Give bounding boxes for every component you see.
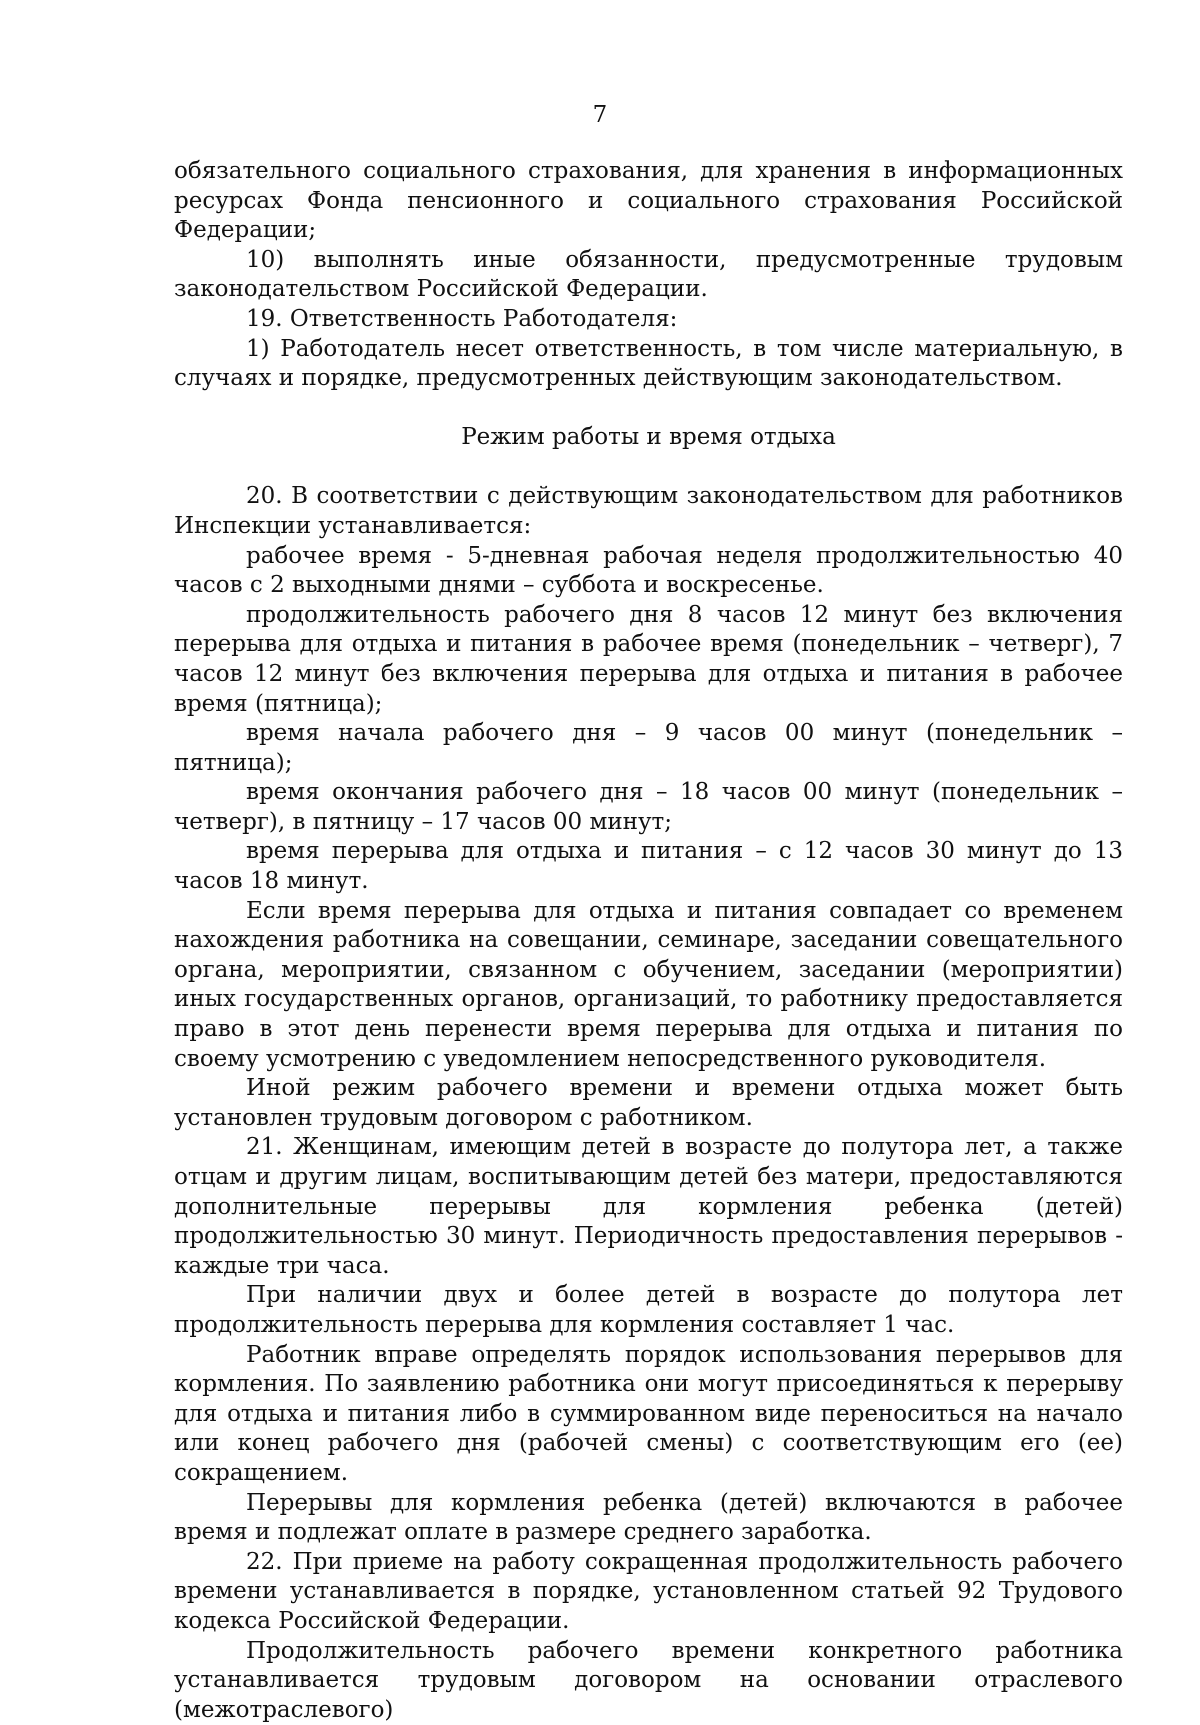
paragraph-working-time: рабочее время - 5-дневная рабочая неделя продолжительностью 40 часов с 2 выходными днями – суббота и воскресенье. — [174, 542, 1123, 601]
paragraph-working-time-duration: Продолжительность рабочего времени конкретного работника устанавливается трудовым договором на основании отраслевого (межотраслевого) — [174, 1637, 1123, 1725]
paragraph-break-transfer: Если время перерыва для отдыха и питания совпадает со временем нахождения работника на совещании, семинаре, заседании совещательного органа, мероприятии, связанном с обучением, заседании (мероприятии) иных государственных органов, организаций, то работнику предоставляется право в этот день перенести время перерыва для отдыха и питания по своему усмотрению с уведомлением непосредственного руководителя. — [174, 897, 1123, 1075]
paragraph-item-10: 10) выполнять иные обязанности, предусмотренные трудовым законодательством Российской Федерации. — [174, 246, 1123, 305]
paragraph-alternative-schedule: Иной режим рабочего времени и времени отдыха может быть установлен трудовым договором с работником. — [174, 1074, 1123, 1133]
section-heading: Режим работы и время отдыха — [174, 394, 1123, 483]
paragraph-feeding-break-payment: Перерывы для кормления ребенка (детей) включаются в рабочее время и подлежат оплате в размере среднего заработка. — [174, 1489, 1123, 1548]
page-number: 7 — [0, 102, 1200, 128]
paragraph-workday-length: продолжительность рабочего дня 8 часов 12 минут без включения перерыва для отдыха и питания в рабочее время (понедельник – четверг), 7 часов 12 минут без включения перерыва для отдыха и питания в рабочее время (пятница); — [174, 601, 1123, 719]
paragraph-lunch-break: время перерыва для отдыха и питания – с 12 часов 30 минут до 13 часов 18 минут. — [174, 837, 1123, 896]
paragraph-section-22: 22. При приеме на работу сокращенная продолжительность рабочего времени устанавливается в порядке, установленном статьей 92 Трудового кодекса Российской Федерации. — [174, 1548, 1123, 1637]
paragraph-section-19: 19. Ответственность Работодателя: — [174, 305, 1123, 335]
paragraph-feeding-break-order: Работник вправе определять порядок использования перерывов для кормления. По заявлению работника они могут присоединяться к перерыву для отдыха и питания либо в суммированном виде переноситься на начало или конец рабочего дня (рабочей смены) с соответствующим его (ее) сокращением. — [174, 1341, 1123, 1489]
paragraph-feeding-break-two-children: При наличии двух и более детей в возрасте до полутора лет продолжительность перерыва для кормления составляет 1 час. — [174, 1281, 1123, 1340]
paragraph-item-1: 1) Работодатель несет ответственность, в том числе материальную, в случаях и порядке, предусмотренных действующим законодательством. — [174, 335, 1123, 394]
paragraph-workday-end: время окончания рабочего дня – 18 часов 00 минут (понедельник – четверг), в пятницу – 17 часов 00 минут; — [174, 778, 1123, 837]
document-body — [174, 157, 1123, 1725]
paragraph-continuation: обязательного социального страхования, для хранения в информационных ресурсах Фонда пенсионного и социального страхования Российской Федерации; — [174, 157, 1123, 246]
paragraph-section-20: 20. В соответствии с действующим законодательством для работников Инспекции устанавливается: — [174, 482, 1123, 541]
paragraph-section-21: 21. Женщинам, имеющим детей в возрасте до полутора лет, а также отцам и другим лицам, воспитывающим детей без матери, предоставляются дополнительные перерывы для кормления ребенка (детей) продолжительностью 30 минут. Периодичность предоставления перерывов - каждые три часа. — [174, 1133, 1123, 1281]
paragraph-workday-start: время начала рабочего дня – 9 часов 00 минут (понедельник – пятница); — [174, 719, 1123, 778]
